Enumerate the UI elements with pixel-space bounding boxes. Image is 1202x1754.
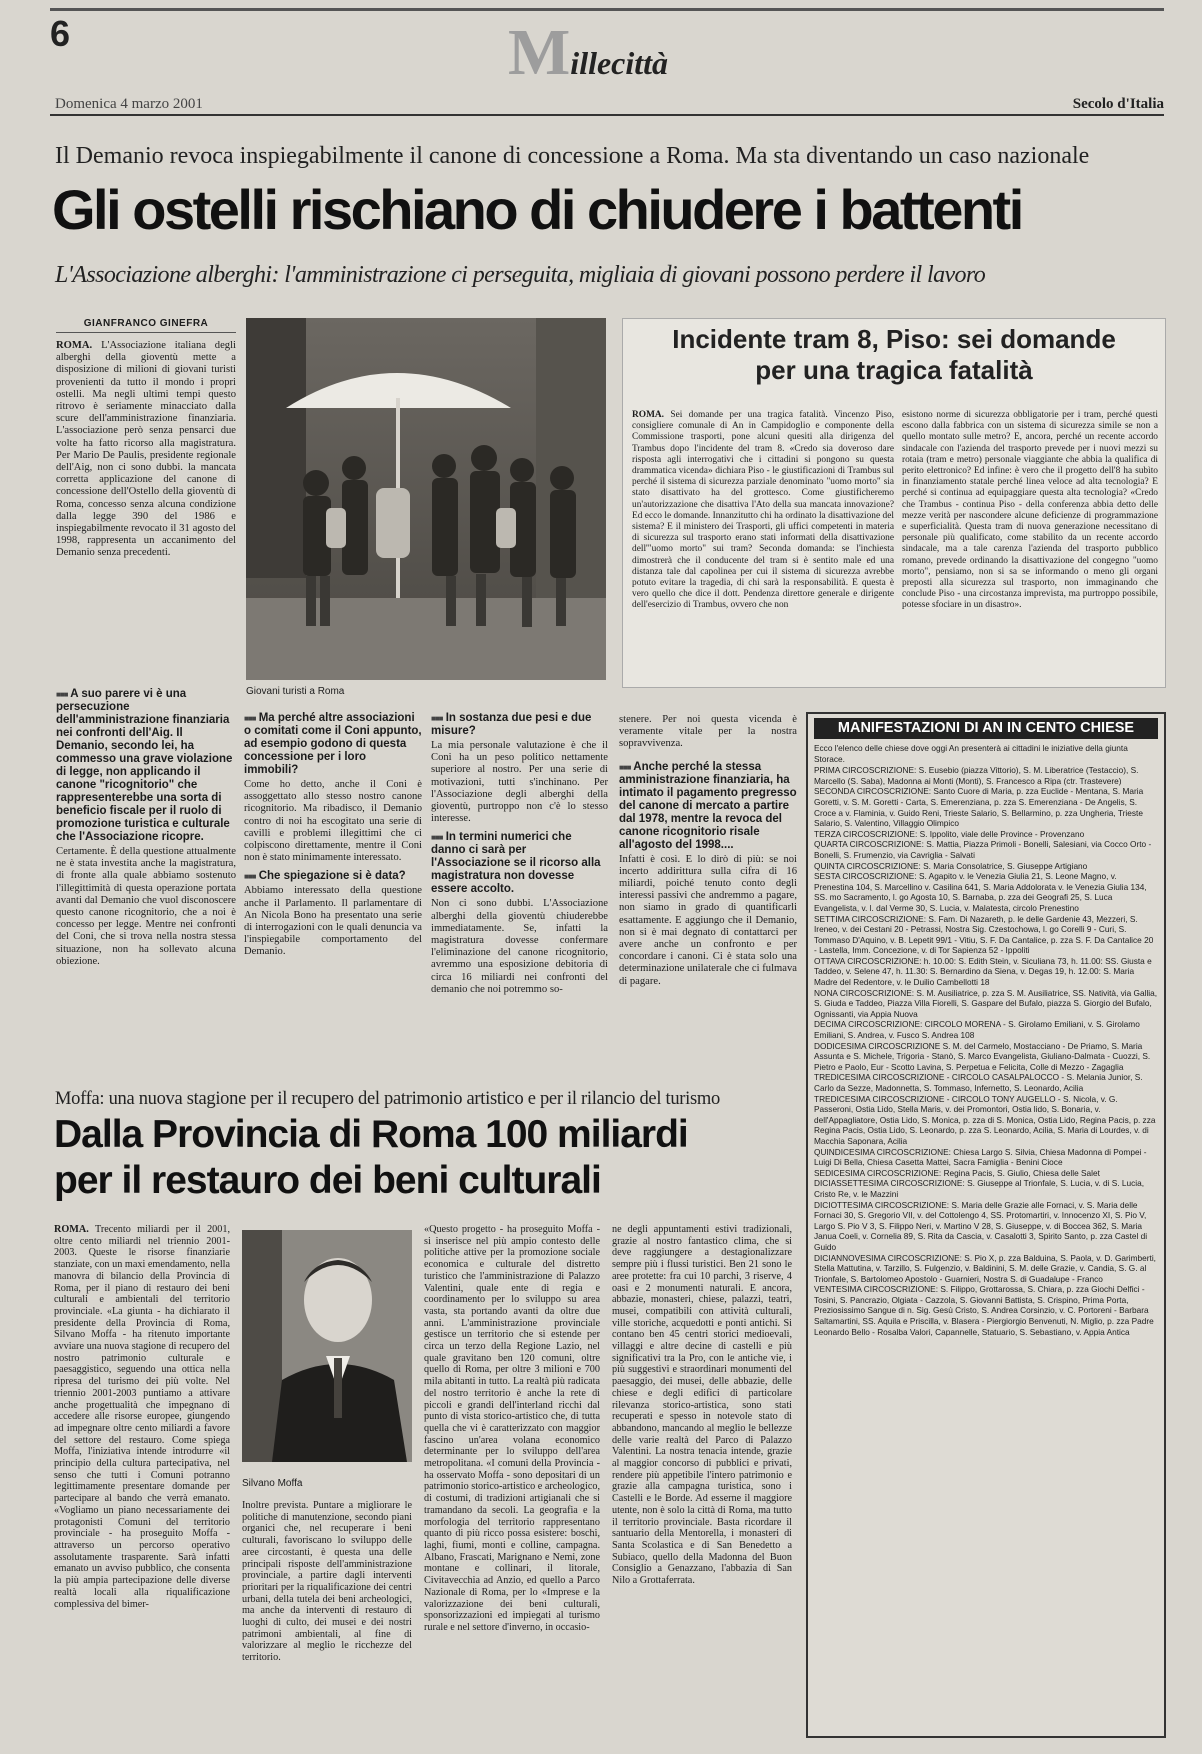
section-title-initial: M bbox=[508, 16, 571, 89]
article1-column-2: ■■■ Ma perché altre associazioni o comitati come il Coni appunto, ad esempio godono di questa concessione per i loro immobili? Come ho detto, anche il Coni è assoggettato allo stesso nostro canone ricognitorio. Ma ribadisco, il Demanio contro di noi ha escogitato una serie di cavilli e problemi illegittimi che ci colpiscono direttamente, mentre il Coni non è stato minimamente interessato. ■■■ Che spiegazione si è data? Abbiamo interessato della questione anche il Parlamento. Il parlamentare di An Nicola Bono ha presentato una serie di interrogazioni con le quali denuncia va l'inspiegabile comportamento del Demanio. bbox=[244, 712, 422, 958]
tram-headline-line1: Incidente tram 8, Piso: sei domande bbox=[672, 324, 1116, 354]
moffa-portrait-illustration bbox=[242, 1230, 412, 1462]
circoscrizione-heading: PRIMA CIRCOSCRIZIONE: bbox=[814, 765, 917, 776]
page-number: 6 bbox=[50, 13, 71, 54]
circoscrizione-churches: S. Ippolito, viale delle Province - Provenzano bbox=[919, 828, 1085, 839]
article2-text-1: Trecento miliardi per il 2001, oltre cento miliardi nel triennio 2001-2003. Queste le risorse finanziarie stanziate, con un maxi emendamento, nella manovra di bilancio della Provincia di Roma, per il piano di restauro dei beni culturali e ambientali del territorio provinciale. «La giunta - ha dichiarato il presidente della Provincia di Roma, Silvano Moffa - ha ritenuto importante avviare una nuova stagione di recupero del nostro patrimonio culturale e paesaggistico, seguendo una ottica nella ripresa del turismo dei più volte. Nel triennio 2001-2003 puntiamo a attivare anche progettualità che impegnano di accedere alle risorse europee, giungendo ad impegnare oltre cento miliardi a favore del settore del restauro. Come spiega Moffa, l'iniziativa intende introdurre «il principio della cultura partecipativa, nel senso che tutti i Comuni potranno legittimamente presentare domande per partecipare al bando che verrà emanato. «Vogliamo un piano necessariamente dei protagonisti Comuni del territorio provinciale - ha proseguito Moffa - attraverso un percorso operativo assolutamente trasparente. Sarà infatti emanato un avviso pubblico, che consenta la più ampia partecipazione delle diverse realtà locali alla riqualificazione complessiva del bimer- bbox=[54, 1224, 230, 1610]
manifestazioni-item bbox=[814, 988, 1158, 1020]
manifestazioni-item bbox=[814, 765, 1158, 786]
answer-two-weights: La mia personale valutazione è che il Coni ha un peso politico nettamente superiore al nostro. Per una serie di motivazioni, tutti s'inchinano. Per l'Associazione degli alberghi della gioventù, purtroppo non c'è lo stesso interesse. bbox=[431, 740, 608, 825]
circoscrizione-heading: SESTA CIRCOSCRIZIONE: bbox=[814, 871, 917, 882]
manifestazioni-item bbox=[814, 786, 1158, 828]
circoscrizione-heading: TREDICESIMA CIRCOSCRIZIONE bbox=[814, 1072, 945, 1083]
answer-explanation: Abbiamo interessato della questione anche il Parlamento. Il parlamentare di An Nicola Bono ha presentato una serie di interrogazioni con le quali denuncia va l'inspiegabile comportamento del Demanio. bbox=[244, 885, 422, 958]
tourists-illustration bbox=[246, 318, 606, 680]
article1-column-1: ■■■ A suo parere vi è una persecuzione dell'amministrazione finanziaria nei confronti dell'Aig. Il Demanio, secondo lei, ha commesso una grave violazione di legge, non applicando il canone "ricognitorio" che rappresenterebbe una sorta di beneficio fiscale per il ruolo di promozione turistica e culturale che l'Associazione ricopre. Certamente. È della questione attualmente ne è stata investita anche la magistratura, di fronte alla quale abbiamo sostenuto l'illegittimità di questa operazione portata avanti dal Demanio che vuol disconoscere questo canone ricognitorio, che a noi è concesso per legge. Mentre nei confronti del Coni, che si trova nella nostra stessa situazione, non ha sollevato alcuna obiezione. bbox=[56, 688, 236, 967]
article2-dateline: ROMA. bbox=[54, 1224, 89, 1235]
circoscrizione-churches: S. Maria delle Grazie alle Fornaci, v. S. Maria delle Fornaci 30, S. Gregorio VII, v. del Cottolengo 4, SS. Protomartiri, v. Innocenzo XI, S. Pio V, Largo S. Pio V 3, S. Filippo Neri, v. Martino V 28, S. Giuseppe, v. di Boccea 362, S. Maria Janua Coeli, v. Cornelia 89, S. Rita da Cascia, v. Casalotti 3, Spirito Santo, p. zza Castel di Guido bbox=[814, 1199, 1148, 1252]
manifestazioni-item bbox=[814, 1147, 1158, 1168]
question-two-weights: In sostanza due pesi e due misure? bbox=[431, 712, 592, 737]
circoscrizione-heading: SECONDA CIRCOSCRIZIONE: bbox=[814, 786, 932, 797]
manifestazioni-item bbox=[814, 914, 1158, 956]
moffa-portrait-photo bbox=[242, 1230, 412, 1462]
manifestazioni-item bbox=[814, 1072, 1158, 1093]
circoscrizione-churches: CIRCOLO MORENA - S. Girolamo Emiliani, v. S. Girolamo Emiliani, S. Andrea, v. Fusco S. Andrea 108 bbox=[814, 1019, 1140, 1041]
article1-intro bbox=[56, 340, 236, 670]
answer-persecution: Certamente. È della questione attualmente ne è stata investita anche la magistratura, di fronte alla quale abbiamo sostenuto l'illegittimità di questa operazione portata avanti dal Demanio che vuol disconoscere questo canone ricognitorio, che a noi è concesso per legge. Mentre nei confronti del Coni, che si trova nella nostra stessa situazione, non ha sollevato alcuna obiezione. bbox=[56, 846, 236, 967]
circoscrizione-heading: DICIOTTESIMA CIRCOSCRIZIONE: bbox=[814, 1199, 950, 1210]
article2-kicker: Moffa: una nuova stagione per il recupero del patrimonio artistico e per il rilancio del turismo bbox=[55, 1089, 720, 1109]
manifestazioni-intro: Ecco l'elenco delle chiese dove oggi An presenterà ai cittadini le iniziative della giunta Storace. bbox=[814, 743, 1128, 764]
circoscrizione-churches: S. Fam. Di Nazareth, p. le delle Gardenie 43, Mezzeri, S. Ireneo, v. dei Cestani 20 - Petrassi, Nostra Sig. Czestochowa, l. go Corelli 9 - Curi, S. Tommaso D'Aquino, v. B. Lepetit 99/1 - Vitiu, S. F. Da Cantalice, p. zza S. F. Da Cantalice 20 - Lastella, Imm. Concezione, v. di Tor Sapienza 52 - Ippoliti bbox=[814, 913, 1154, 956]
manifestazioni-box bbox=[806, 712, 1166, 1738]
newspaper-name: Secolo d'Italia bbox=[1072, 96, 1164, 112]
manifestazioni-item bbox=[814, 1178, 1158, 1199]
article2-column-2 bbox=[242, 1500, 412, 1736]
circoscrizione-heading: DICIASSETTESIMA CIRCOSCRIZIONE: bbox=[814, 1178, 965, 1189]
section-title bbox=[508, 16, 669, 90]
tram-dateline: ROMA. bbox=[632, 410, 665, 420]
photo-caption-tourists: Giovani turisti a Roma bbox=[246, 686, 345, 697]
manifestazioni-list bbox=[814, 765, 1158, 1337]
circoscrizione-churches: S. Giuseppe al Trionfale, S. Lucia, v. di S. Lucia, Cristo Re, v. le Mazzini bbox=[814, 1178, 1145, 1199]
circoscrizione-heading: DECIMA CIRCOSCRIZIONE: bbox=[814, 1019, 923, 1030]
author-byline: GIANFRANCO GINEFRA bbox=[56, 318, 236, 333]
manifestazioni-item bbox=[814, 1253, 1158, 1285]
circoscrizione-heading: SETTIMA CIRCOSCRIZIONE: bbox=[814, 913, 927, 924]
question-persecution: A suo parere vi è una persecuzione dell'amministrazione finanziaria nei confronti dell'Aig. Il Demanio, secondo lei, ha commesso una grave violazione di legge, non applicando il canone "ricognitorio" che rappresenterebbe una sorta di beneficio fiscale per il ruolo di promozione turistica e culturale che l'Associazione ricopre. bbox=[56, 688, 233, 843]
header-bottom-rule bbox=[50, 114, 1164, 116]
photo-caption-moffa: Silvano Moffa bbox=[242, 1478, 303, 1489]
article1-subheadline: L'Associazione alberghi: l'amministrazione ci perseguita, migliaia di giovani possono perdere il lavoro bbox=[55, 262, 986, 288]
circoscrizione-churches: S. M. Ausiliatrice, p. zza S. M. Ausiliatrice, SS. Natività, via Gallia, S. Giuda e Taddeo, Piazza Villa Fiorelli, S. Gaspare del Bufalo, piazza S. Giorgio del Bufalo, Ognissanti, via Appia Nuova bbox=[814, 987, 1158, 1019]
question-numbers: In termini numerici che danno ci sarà per l'Associazione se il ricorso alla magistratura non dovesse essere accolto. bbox=[431, 831, 601, 896]
circoscrizione-heading: SEDICESIMA CIRCOSCRIZIONE: bbox=[814, 1167, 942, 1178]
young-tourists-photo bbox=[246, 318, 606, 680]
question-coni: Ma perché altre associazioni o comitati come il Coni appunto, ad esempio godono di questa concessione per i loro immobili? bbox=[244, 712, 422, 776]
circoscrizione-churches: S. M. del Carmelo, Mostacciano - De Priamo, S. Maria Assunta e S. Michele, Trigoria - Stanò, S. Marco Evangelista, Giuliano-Dalmata - Cuozzi, S. Pietro e Paolo, Eur - Scotto Lavina, S. Perpetua e Felicita, Colle di Mezzo - Zagaglia bbox=[814, 1040, 1151, 1072]
article2-text-4: ne degli appuntamenti estivi tradizionali, grazie al nostro fantastico clima, che si deve raggiungere a destagionalizzare sempre più i flussi turistici. Ben 21 sono le aree protette: fra cui 10 parchi, 3 riserve, 4 oasi e 2 monumenti naturali. E ancora, abbazie, monasteri, chiese, palazzi, teatri, musei, compatibili con attività culturali, ville storiche, acquedotti e ponti antichi. Si contano ben 45 centri storici medioevali, villaggi e altre decine di castelli e più significativi tra la Pro, con le antiche vie, i più suggestivi e straordinari monumenti del paesaggio, dei musei, delle abbazie, delle chiese e degli edifici di particolare rilevanza storico-artistica, sono stati recuperati e spesso in notevole stato di abbandono, mancando al meglio le bellezze delle varie realtà del Parco di Palazzo Valentini. La nostra tenacia intende, grazie al maggior concorso di pubblici e privati, rendere più appetibile l'intero patrimonio e grazie alla campagna turistica, sono i Castelli e le Borde. Ad esserne il maggiore utente, non è solo la città di Roma, ma tutto il territorio provinciale. Basta ricordare il santuario della Mentorella, i monasteri di Santa Scolastica e di San Benedetto a Subiaco, quello della Madonna del Buon Consiglio a Genazzano, l'abbazia di San Nilo a Grottaferrata. bbox=[612, 1224, 792, 1587]
circoscrizione-churches: S. Mattia, Piazza Primoli - Bonelli, Salesiani, via Cocco Orto - Bonelli, S. Frumenzio, via Cavriglia - Salvati bbox=[814, 839, 1152, 860]
circoscrizione-churches: - CIRCOLO CASALPALOCCO - S. Melania Junior, S. Carlo da Sezze, Madonnetta, S. Tommaso, Infernetto, S. Leonardo, Acilia bbox=[814, 1072, 1143, 1093]
circoscrizione-churches: S. Filippo, Grottarossa, S. Chiara, p. zza Giochi Delfici - Tosini, S. Pancrazio, Olgiata - Cazzola, S. Giovanni Battista, S. Crispino, Prima Porta, Preziosissimo Sangue di n. Sig. Gesù Cristo, S. Andrea Corsinzio, v. C. Portoreni - Barbara Saltamartini, SS. Aquila e Priscilla, v. Blasera - Piergiorgio Benvenuti, N. Miglio, p. zza Padre Leonardo Bello - Rosalba Valori, Capannelle, Statuario, S. Sebastiano, v. Appia Antica bbox=[814, 1284, 1154, 1337]
manifestazioni-item bbox=[814, 956, 1158, 988]
article2-text-2: Inoltre prevista. Puntare a migliorare le politiche di manutenzione, secondo piani organici che, nel recuperare i beni culturali, favoriscano lo sviluppo delle aree circostanti, è questa una delle principali risposte dell'amministrazione provinciale, a partire dagli interventi prioritari per la riqualificazione dei centri urbani, della tutela dei beni archeologici, ma anche da interventi di restauro di luoghi di culto, dei musei e dei nostri patrimoni ambientali, al fine di valorizzare al meglio le ricchezze del territorio. bbox=[242, 1500, 412, 1664]
article2-column-1 bbox=[54, 1224, 230, 1736]
manifestazioni-item bbox=[814, 861, 1158, 872]
circoscrizione-churches: S. Eusebio (piazza Vittorio), S. M. Liberatrice (Testaccio), S. Marcello (S. Saba), Madonna ai Monti (Monti), S. Francesco a Ripa (ctr. Trastevere) bbox=[814, 765, 1139, 786]
circoscrizione-heading: DICIANNOVESIMA CIRCOSCRIZIONE: bbox=[814, 1252, 962, 1263]
circoscrizione-churches: S. Agapito v. le Venezia Giulia 21, S. Leone Magno, v. Prenestina 104, S. Marcellino v. Casilina 641, S. Maria Addolorata v. le Venezia Giulia 134, SS. mo Sacramento, l. go Agosta 10, S. Barnaba, p. zza dei Geografi 25, S. Luca Evangelista, v. l. dal Verme 30, S. Lucia, v. Malatesta, circolo Prenestino bbox=[814, 871, 1147, 913]
answer-payment: Infatti è così. E lo dirò di più: se noi incerto addirittura sulla cifra di 16 miliardi, poiché tenuto conto degli interessi passivi che andremmo a pagare, non siamo in grado di quantificarli esattamente. E aggiungo che il Demanio, non si è mai degnato di contattarci per avere anche un confronto e per concordare i canoni. Ci è stata solo una determinazione unilaterale che ci fulmava di pagare. bbox=[619, 853, 797, 987]
circoscrizione-churches: S. Maria Consolatrice, S. Giuseppe Artigiano bbox=[923, 860, 1088, 871]
tram-headline bbox=[626, 324, 1162, 386]
question-payment: Anche perché la stessa amministrazione finanziaria, ha intimato il pagamento pregresso del canone di mercato a partire dal 1978, mentre la revoca del canone ricognitorio risale all'agosto del 1998.... bbox=[619, 760, 797, 851]
manifestazioni-item bbox=[814, 829, 1158, 840]
manifestazioni-item bbox=[814, 1019, 1158, 1040]
tram-column-1 bbox=[632, 410, 894, 682]
article2-column-4 bbox=[612, 1224, 792, 1736]
circoscrizione-heading: VENTESIMA CIRCOSCRIZIONE: bbox=[814, 1284, 939, 1295]
article1-intro-text: L'Associazione italiana degli alberghi della gioventù mette a disposizione di milioni di giovani turisti provenienti da tutto il mondo i propri ostelli. Ma negli ultimi tempi questo ritrovo è seriamente minacciato dalla scure dell'amministrazione finanziaria. L'associazione però senza pensarci due volte ha fatto ricorso alla magistratura. Per Mario De Paulis, presidente regionale dell'Aig, non ci sono dubbi. la mancata corretta applicazione del canone di concessione dell'Ostello della gioventù di Roma, concesso senza alcuna condizione dalla legge 390 del 1986 e inspiegabilmente revocato il 31 agosto del 1998, rappresenta un accanimento del Demanio senza precedenti. bbox=[56, 340, 236, 559]
answer-survival: stenere. Per noi questa vicenda è veramente vitale per la nostra sopravvivenza. bbox=[619, 714, 797, 750]
manifestazioni-item bbox=[814, 871, 1158, 913]
manifestazioni-item bbox=[814, 1041, 1158, 1073]
tram-headline-line2: per una tragica fatalità bbox=[755, 355, 1033, 385]
circoscrizione-heading: QUARTA CIRCOSCRIZIONE: bbox=[814, 839, 924, 850]
circoscrizione-heading: NONA CIRCOSCRIZIONE: bbox=[814, 987, 915, 998]
circoscrizione-heading: QUINTA CIRCOSCRIZIONE: bbox=[814, 860, 921, 871]
question-explanation: Che spiegazione si è data? bbox=[258, 870, 406, 883]
article2-headline-line1: Dalla Provincia di Roma 100 miliardi bbox=[54, 1113, 688, 1156]
article2-column-3 bbox=[424, 1224, 600, 1736]
circoscrizione-heading: TREDICESIMA CIRCOSCRIZIONE bbox=[814, 1093, 945, 1104]
circoscrizione-churches: Regina Pacis, S. Giulio, Chiesa delle Salet bbox=[943, 1167, 1100, 1178]
tram-text-1: Sei domande per una tragica fatalità. Vincenzo Piso, consigliere comunale di An in Campidoglio e componente della Commissione trasporti, pone alcuni quesiti alla dirigenza del Trambus dopo l'incidente del tram 8. «Credo sia doveroso dare risposta agli interrogativi che i cittadini si pongono su questa drammatica vicenda» dichiara Piso - le giustificazioni di Trambus sul perché il sistema di sicurezza parziale denominato "uomo morto" sia stato disattivato ha del grottesco. Come giustificheremo un'autorizzazione che disattiva l'Ato della sua mancata innovazione? Ed ecco le domande. Innanzitutto chi ha ordinato la disattivazione del sistema? E il ministero dei Trasporti, gli uffici competenti in materia di sicurezza sul trasporto erano stati informati della disattivazione dell'"uomo morto" sui tram? Seconda domanda: se l'inchiesta dimostrerà che il conducente del tram si è sentito male ed una distanza tale dal capolinea per cui il sistema di sicurezza avrebbe potuto evitare la tragedia, di chi sarà la responsabilità. E questa è vero quello che dice il dott. Pendenza direttore generale e dirigente dell'esercizio di Trambus, ovvero che non bbox=[632, 410, 894, 611]
article1-column-4: stenere. Per noi questa vicenda è veramente vitale per la nostra sopravvivenza. ■■■ Anche perché la stessa amministrazione finanziaria, ha intimato il pagamento pregresso del canone di mercato a partire dal 1978, mentre la revoca del canone ricognitorio risale all'agosto del 1998.... Infatti è così. E lo dirò di più: se noi incerto addirittura sulla cifra di 16 miliardi, poiché tenuto conto degli interessi passivi che andremmo a pagare, non siamo in grado di quantificarli esattamente. E aggiungo che il Demanio, non si è mai degnato di contattarci per avere anche un confronto e per concordare i canoni. Ci è stata solo una determinazione unilaterale che ci fulmava di pagare. bbox=[619, 714, 797, 987]
article1-kicker: Il Demanio revoca inspiegabilmente il canone di concessione a Roma. Ma sta diventando un caso nazionale bbox=[55, 143, 1090, 169]
answer-coni: Come ho detto, anche il Coni è assoggettato allo stesso nostro canone ricognitorio. Ma ribadisco, il Demanio contro di noi ha escogitato una serie di cavilli e problemi illegittimi che ci colpiscono direttamente, mentre il Coni non è stato minimamente interessato. bbox=[244, 779, 422, 864]
answer-numbers: Non ci sono dubbi. L'Associazione alberghi della gioventù chiuderebbe immediatamente. Se, infatti la magistratura dovesse confermare l'eliminazione del canone ricognitorio, avremmo una esposizione debitoria di circa 16 miliardi nei confronti del demanio che noi potremmo so- bbox=[431, 898, 608, 995]
tram-text-2: esistono norme di sicurezza obbligatorie per i tram, perché questi escono dalla fabbrica con un sistema di sicurezza simile se non a quello montato sulle metro? E, ancora, perché un recente accordo sindacale con l'azienda del trasporto prevede per i nuovi mezzi su rotaia (tram e metro) personale viaggiante che abbia la qualifica di perito elettronico? Ed infine: è vero che il progetto dell'8 ha subìto in finanziamento statale perché linea veloce ad alta tecnologia? E perché si continua ad equipaggiare questa alta tecnologia? «Credo che Trambus - continua Piso - della conferenza abbia detto delle mezze verità per nascondere alcune deficienze di programmazione e superficialità. Questa tram di nuova generazione necessitano di personale più qualificato, come stabilito da un recente accordo sindacale, ma a tale carenza l'azienda del trasporto pubblico romano, prevede ordinando la disattivazione del congegno "uomo morto", pensiamo, non si sa se informando o meno gli organi preposti alla sicurezza sul trasporto, non immaginando che conclude Piso - una circostanza imprevista, ma purtroppo possibile, potesse sfociare in un disastro». bbox=[902, 410, 1158, 611]
tram-column-2 bbox=[902, 410, 1158, 682]
manifestazioni-title: MANIFESTAZIONI DI AN IN CENTO CHIESE bbox=[814, 718, 1158, 739]
article1-headline: Gli ostelli rischiano di chiudere i battenti bbox=[52, 178, 1022, 241]
manifestazioni-item bbox=[814, 1200, 1158, 1253]
circoscrizione-churches: Santo Cuore di Maria, p. zza Euclide - Mentana, S. Maria Goretti, v. S. M. Goretti - Carta, S. Emerenziana, p. zza S. Emerenziana - De Angelis, S. Croce a v. Flaminia, v. Guido Reni, Trieste Salario, S. Bellarmino, p. zza Ungheria, Trieste Salario, S. Valentino, Villaggio Olimpico bbox=[814, 786, 1144, 829]
manifestazioni-item bbox=[814, 839, 1158, 860]
circoscrizione-churches: S. Pio X, p. zza Balduina, S. Paola, v. D. Garimberti, Stella Mattutina, v. Tarzillo, S. Fulgenzio, v. Baldinini, S. M. delle Grazie, v. Candia, S. G. al Trionfale, S. Bartolomeo Apostolo - Guarnieri, Nostra S. di Guadalupe - Franco bbox=[814, 1252, 1156, 1284]
manifestazioni-item bbox=[814, 1284, 1158, 1337]
article2-headline bbox=[54, 1112, 688, 1204]
article1-dateline: ROMA. bbox=[56, 340, 93, 351]
header-top-rule bbox=[50, 8, 1164, 11]
article2-headline-line2: per il restauro dei beni culturali bbox=[54, 1159, 601, 1202]
circoscrizione-churches: h. 10.00: S. Edith Stein, v. Siculiana 73, h. 11.00: SS. Giusta e Taddeo, v. Selene 47, h. 11.30: S. Bernardino da Siena, v. Degas 19, h. 12.00: S. Maria Madre del Redentore, v. le Duilio Cambellotti 18 bbox=[814, 955, 1152, 988]
article1-column-3: ■■■ In sostanza due pesi e due misure? La mia personale valutazione è che il Coni ha un peso politico nettamente superiore al nostro. Per una serie di motivazioni, tutti s'inchinano. Per l'Associazione degli alberghi della gioventù, purtroppo non c'è lo stesso interesse. ■■■ In termini numerici che danno ci sarà per l'Associazione se il ricorso alla magistratura non dovesse essere accolto. Non ci sono dubbi. L'Associazione alberghi della gioventù chiuderebbe immediatamente. Se, infatti la magistratura dovesse confermare l'eliminazione del canone ricognitorio, avremmo una esposizione debitoria di circa 16 miliardi nei confronti del demanio che noi potremmo so- bbox=[431, 712, 608, 995]
manifestazioni-item bbox=[814, 1094, 1158, 1147]
circoscrizione-heading: DODICESIMA CIRCOSCRIZIONE bbox=[814, 1040, 941, 1051]
circoscrizione-heading: OTTAVA CIRCOSCRIZIONE: bbox=[814, 955, 922, 966]
circoscrizione-heading: QUINDICESIMA CIRCOSCRIZIONE: bbox=[814, 1146, 951, 1157]
circoscrizione-heading: TERZA CIRCOSCRIZIONE: bbox=[814, 828, 918, 839]
circoscrizione-churches: Chiesa Largo S. Silvia, Chiesa Madonna di Pompei - Luigi Di Bella, Chiesa Casetta Mattei, Sacra Famiglia - Benini Cioce bbox=[814, 1146, 1147, 1168]
manifestazioni-item bbox=[814, 1168, 1158, 1179]
header-date: Domenica 4 marzo 2001 bbox=[55, 96, 203, 112]
circoscrizione-churches: - CIRCOLO TONY AUGELLO - S. Nicola, v. G. Passeroni, Ostia Lido, Stella Maris, v. dei Promontori, Ostia lido, S. Bonaria, v. dell'Appagliatore, Ostia Lido, S. Monica, p. zza di S. Monica, Ostia Lido, Regina Pacis, p. zza Regina Pacis, Ostia Lido, S. Leonardo, p. zza S. Leonardo, Acilia, S. Maria di Lourdes, v. di Macchia Saponara, Acilia bbox=[814, 1093, 1156, 1146]
article2-text-3: «Questo progetto - ha proseguito Moffa - si inserisce nel più ampio contesto delle politiche attive per la promozione sociale economica e culturale del distretto turistico che l'amministrazione di Palazzo Valentini, quale ente di regia e coordinamento per lo sviluppo su area vasta, sta portando avanti da oltre due anni. L'amministrazione provinciale gestisce un territorio che si estende per circa un terzo della Regione Lazio, nel quale gravitano ben 120 comuni, oltre quello di Roma, per oltre 3 milioni e 700 mila abitanti in tutto. La realtà più radicata del nostro territorio è anche la rete di piccoli e grandi dell'interland ricchi dal punto di vista storico-artistico che, di tutta quella che vi è caratterizzato con maggior fascino un'area volana economico determinante per lo sviluppo dell'area metropolitana. «I comuni della Provincia - ha osservato Moffa - sono depositari di un patrimonio storico-artistico e archeologico, di costumi, di tradizioni artigianali che si tramandano da secoli. La geografia e la morfologia del territorio rappresentano quanto di più ricco possa esistere: boschi, laghi, fiumi, monti e colline, campagna. Albano, Frascati, Marignano e Nemi, zone montane e collinari, il litorale, Civitavecchia ad Anzio, ed quello a Parco Nazionale di Roma, per lo «Imprese e la valorizzazione dei beni culturali, sponsorizzazioni ed impiegati al turismo rurale e nel settore d'inverno, in occasio- bbox=[424, 1224, 600, 1633]
section-title-rest: illecittà bbox=[570, 45, 669, 81]
